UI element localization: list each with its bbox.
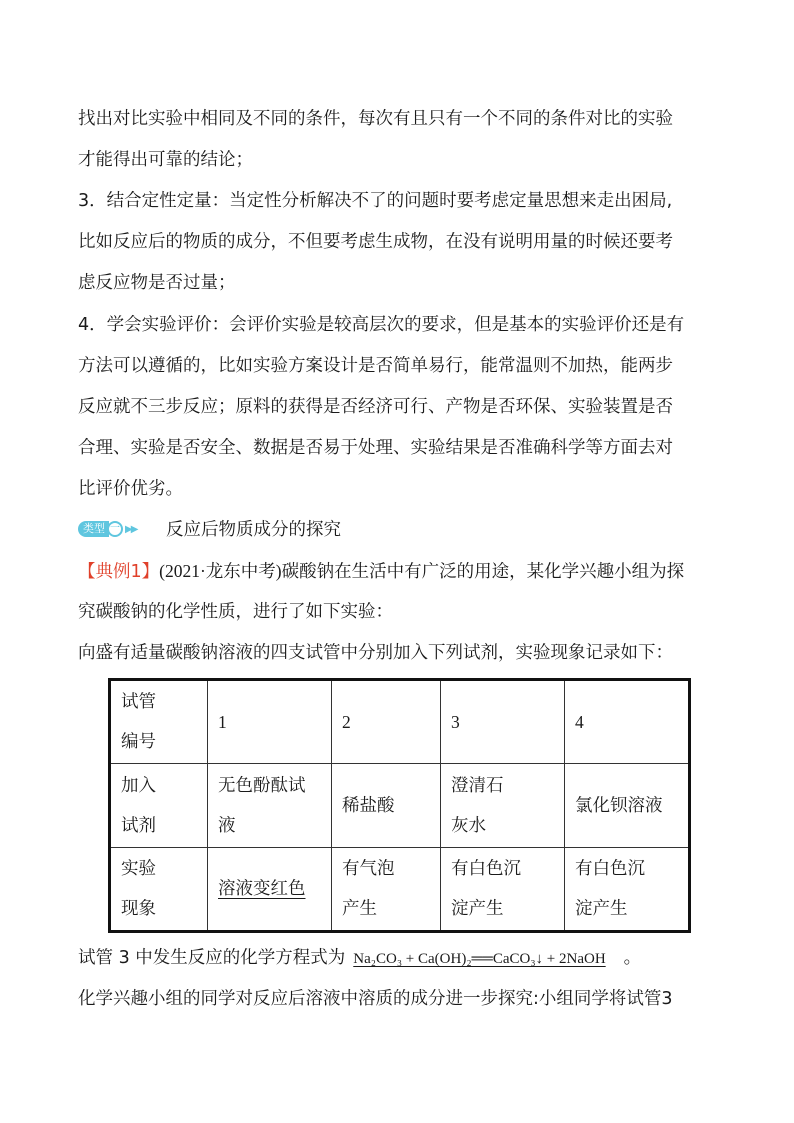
last-line: 化学兴趣小组的同学对反应后溶液中溶质的成分进一步探究:小组同学将试管3 [78, 989, 673, 1009]
table-row [110, 680, 690, 764]
table-cell: 3 [441, 680, 565, 764]
paragraph-line: 合理、实验是否安全、数据是否易于处理、实验结果是否准确科学等方面去对 [78, 438, 673, 458]
table-cell: 稀盐酸 [332, 764, 441, 848]
table-cell: 加入试剂 [110, 764, 208, 848]
paragraph-line: 才能得出可靠的结论； [78, 150, 253, 170]
table-cell [208, 848, 332, 932]
badge-label: 类型 [78, 521, 109, 537]
example-line-1 [78, 559, 684, 584]
example-label: 【典例1】 [78, 562, 160, 582]
table-cell: 实验现象 [110, 848, 208, 932]
example-source: (2021·龙东中考) [159, 561, 282, 581]
table-cell: 4 [565, 680, 690, 764]
paragraph-line: 虑反应物是否过量； [78, 273, 236, 293]
table-row [110, 848, 690, 932]
paragraph-line: 比如反应后的物质的成分，不但要考虑生成物，在没有说明用量的时候还要考 [78, 232, 673, 252]
paragraph-line: 3．结合定性定量：当定性分析解决不了的问题时要考虑定量思想来走出困局, [78, 191, 673, 211]
equation-answer: Na₂CO₃ + Ca(OH)₂══CaCO₃↓ + 2NaOH [353, 951, 606, 967]
section-title: 反应后物质成分的探究 [166, 520, 341, 540]
table-cell: 澄清石灰水 [441, 764, 565, 848]
badge-number: 一 [107, 521, 123, 537]
equation-line [78, 946, 641, 971]
paragraph-line: 反应就不三步反应；原料的获得是否经济可行、产物是否环保、实验装置是否 [78, 397, 673, 417]
table-cell: 无色酚酞试液 [208, 764, 332, 848]
example-text: 碳酸钠在生活中有广泛的用途，某化学兴趣小组为探 [281, 562, 685, 582]
paragraph-line: 方法可以遵循的，比如实验方案设计是否简单易行，能常温则不加热，能两步 [78, 356, 673, 376]
answer-underlined: 溶液变红色 [218, 879, 306, 899]
paragraph-line: 比评价优劣。 [78, 479, 183, 499]
table-cell: 有白色沉淀产生 [441, 848, 565, 932]
table-cell: 试管编号 [110, 680, 208, 764]
table-cell: 1 [208, 680, 332, 764]
table-cell: 氯化钡溶液 [565, 764, 690, 848]
table-cell: 2 [332, 680, 441, 764]
equation-suffix: 。 [623, 948, 642, 968]
paragraph-line: 4．学会实验评价：会评价实验是较高层次的要求，但是基本的实验评价还是有 [78, 315, 685, 335]
example-line-3: 向盛有适量碳酸钠溶液的四支试管中分别加入下列试剂，实验现象记录如下： [78, 643, 673, 663]
paragraph-line: 找出对比实验中相同及不同的条件，每次有且只有一个不同的条件对比的实验 [78, 109, 673, 129]
table-cell: 有气泡产生 [332, 848, 441, 932]
section-badge [78, 520, 136, 538]
arrow-icon: ▶▶ [125, 523, 137, 535]
example-line-2: 究碳酸钠的化学性质，进行了如下实验： [78, 602, 393, 622]
experiment-table [108, 678, 691, 933]
equation-prefix: 试管 3 中发生反应的化学方程式为 [78, 948, 346, 968]
table-cell: 有白色沉淀产生 [565, 848, 690, 932]
table-row [110, 764, 690, 848]
